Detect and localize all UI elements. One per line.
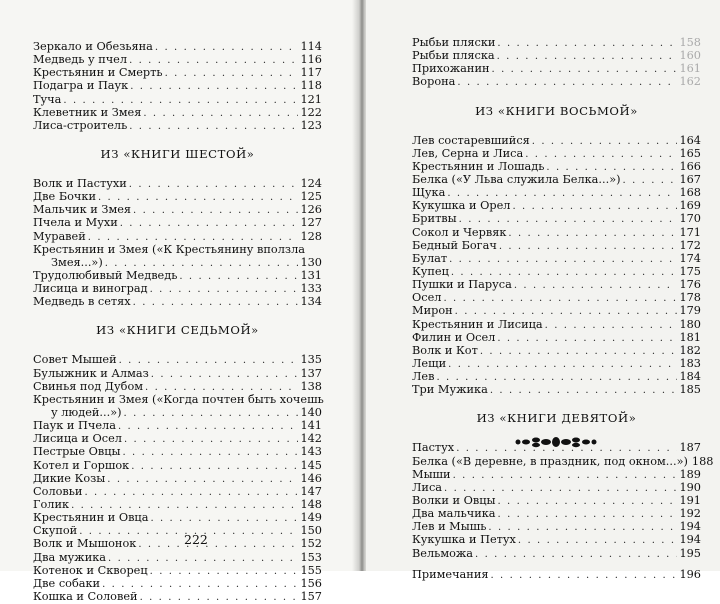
- entry-title: Мирон: [412, 304, 453, 318]
- entry-title: Скупой: [33, 524, 78, 538]
- entry-page: 185: [679, 383, 701, 397]
- leader-dots: [143, 107, 298, 120]
- toc-entry: [412, 212, 701, 225]
- entry-page: 174: [679, 251, 701, 265]
- toc-entry: [412, 468, 701, 481]
- toc-entry: [412, 520, 701, 533]
- leader-dots: [498, 508, 678, 521]
- page-number: 222: [184, 532, 208, 547]
- leader-dots: [545, 319, 678, 332]
- toc-entry: [412, 265, 701, 278]
- toc-entry: [33, 524, 322, 537]
- entry-title: Кошка и Соловей: [33, 589, 138, 603]
- leader-dots: [118, 420, 299, 433]
- entry-title: Примечания: [412, 567, 489, 581]
- entry-title: Ворона: [412, 75, 456, 89]
- leader-dots: [155, 41, 299, 54]
- toc-entry: [33, 551, 322, 564]
- entry-title: Пастух: [412, 441, 455, 455]
- entry-page: 155: [300, 563, 322, 577]
- toc-entry: [33, 282, 322, 295]
- entry-title: Крестьянин и Змея («Когда почтен быть хочешь: [33, 392, 324, 406]
- toc-entry: [412, 186, 701, 199]
- entry-title: Мыши: [412, 467, 451, 481]
- entry-page: 165: [679, 146, 701, 160]
- leader-dots: [133, 204, 298, 217]
- toc-entry: [33, 590, 322, 603]
- leader-dots: [120, 217, 299, 230]
- toc-entry: [412, 454, 714, 468]
- leader-dots: [124, 407, 299, 420]
- entry-page: 117: [300, 66, 322, 80]
- section-heading-book-6: ИЗ «КНИГИ ШЕСТОЙ»: [100, 146, 255, 161]
- toc-entry: [412, 494, 701, 507]
- toc-entry: [33, 79, 322, 92]
- toc-entry: [33, 216, 322, 229]
- leader-dots: [179, 270, 298, 283]
- toc-entry: [412, 36, 701, 49]
- left-top-entries: [33, 40, 322, 132]
- entry-title: Бритвы: [412, 212, 457, 226]
- ornament-icon: [512, 434, 600, 450]
- leader-dots: [138, 538, 298, 551]
- leader-dots: [480, 345, 678, 358]
- entry-title: Совет Мышей: [33, 353, 117, 367]
- entry-title: Кукушка и Петух: [412, 533, 516, 547]
- entry-title: Волк и Пастухи: [33, 176, 127, 190]
- entry-page: 143: [300, 445, 322, 459]
- leader-dots: [490, 384, 678, 397]
- toc-entry: [412, 507, 701, 520]
- book-6-entries: [33, 177, 322, 308]
- leader-dots: [123, 446, 299, 459]
- entry-title: Крестьянин и Овца: [33, 511, 149, 525]
- leader-dots: [475, 548, 677, 561]
- toc-entry: [33, 295, 322, 308]
- entry-page: 178: [679, 291, 701, 305]
- leader-dots: [151, 368, 299, 381]
- entry-page: 131: [300, 268, 322, 282]
- entry-title: Лисица и Осел: [33, 432, 122, 446]
- section-heading-book-7: ИЗ «КНИГИ СЕДЬМОЙ»: [96, 323, 259, 338]
- entry-title: Три Мужика: [412, 383, 488, 397]
- entry-page: 172: [679, 238, 701, 252]
- entry-page: 149: [300, 511, 322, 525]
- leader-dots: [518, 534, 678, 547]
- leader-dots: [129, 120, 298, 133]
- leader-dots: [512, 200, 677, 213]
- toc-entry: [33, 230, 322, 243]
- toc-entry-continuation: [33, 406, 322, 419]
- notes-entry: [412, 568, 701, 581]
- entry-title: Крестьянин и Змея («К Крестьянину вползла: [33, 242, 305, 256]
- leader-dots: [140, 591, 299, 604]
- entry-page: 114: [300, 40, 322, 53]
- entry-page: 168: [679, 186, 701, 200]
- toc-entry: [33, 269, 322, 282]
- entry-title: Лев, Серна и Лиса: [412, 146, 524, 160]
- toc-entry: [33, 66, 322, 79]
- entry-title: Котенок и Скворец: [33, 563, 148, 577]
- left-page: [0, 0, 358, 603]
- toc-entry: [412, 331, 701, 344]
- leader-dots: [497, 37, 677, 50]
- entry-page: 188: [691, 454, 714, 468]
- entry-page: 192: [679, 507, 701, 521]
- entry-page: 161: [679, 62, 701, 76]
- entry-page: 133: [300, 282, 322, 296]
- leader-dots: [448, 358, 677, 371]
- right-top-entries: [412, 36, 701, 89]
- leader-dots: [131, 460, 298, 473]
- entry-title: Соловьи: [33, 484, 83, 498]
- entry-title: Зеркало и Обезьяна: [33, 40, 153, 53]
- entry-page: 150: [300, 524, 322, 538]
- toc-entry: [33, 537, 322, 550]
- entry-title: Две Бочки: [33, 190, 96, 204]
- toc-entry: [412, 49, 701, 62]
- leader-dots: [499, 240, 678, 253]
- entry-page: 183: [679, 356, 701, 370]
- entry-title: Подагра и Паук: [33, 79, 129, 93]
- toc-entry: [412, 304, 701, 317]
- entry-title: Лисица и виноград: [33, 282, 148, 296]
- entry-page: 153: [300, 550, 322, 564]
- leader-dots: [508, 227, 677, 240]
- entry-title: Трудолюбивый Медведь: [33, 268, 178, 282]
- toc-entry: [33, 243, 322, 256]
- leader-dots: [488, 521, 677, 534]
- toc-entry: [412, 370, 701, 383]
- entry-page: 135: [300, 353, 322, 367]
- entry-title: Мальчик и Змея: [33, 203, 132, 217]
- right-page: [366, 0, 720, 581]
- toc-entry: [412, 62, 701, 75]
- entry-page: 158: [679, 36, 701, 49]
- toc-entry: [33, 472, 322, 485]
- entry-page: 184: [679, 370, 701, 384]
- leader-dots: [453, 469, 678, 482]
- entry-title: Белка («У Льва служила Белка...»): [412, 172, 621, 186]
- entry-title: Крестьянин и Лошадь: [412, 159, 545, 173]
- entry-page: 148: [300, 497, 322, 511]
- entry-title: Лиса: [412, 480, 443, 494]
- entry-page: 128: [300, 229, 322, 243]
- leader-dots: [457, 76, 677, 89]
- entry-title: Филин и Осел: [412, 330, 496, 344]
- entry-page: 170: [679, 212, 701, 226]
- entry-page: 182: [679, 343, 701, 357]
- entry-page: 126: [300, 203, 322, 217]
- entry-title: Щука: [412, 186, 446, 200]
- entry-title: Медведь у пчел: [33, 53, 128, 67]
- leader-dots: [107, 473, 298, 486]
- entry-title: Лев и Мышь: [412, 520, 487, 534]
- leader-dots: [525, 148, 677, 161]
- toc-entry: [33, 177, 322, 190]
- entry-page: 147: [300, 484, 322, 498]
- section-heading-book-9: ИЗ «КНИГИ ДЕВЯТОЙ»: [476, 411, 637, 426]
- entry-title: Две собаки: [33, 576, 101, 590]
- entry-page: 146: [300, 471, 322, 485]
- toc-entry: [412, 383, 701, 396]
- entry-page: 166: [679, 159, 701, 173]
- book-9-entries: [412, 441, 714, 560]
- toc-entry: [412, 291, 701, 304]
- entry-title: Дикие Козы: [33, 471, 106, 485]
- entry-page: 134: [300, 295, 322, 309]
- toc-entry: [33, 419, 322, 432]
- entry-page: 130: [300, 255, 322, 269]
- leader-dots: [129, 178, 299, 191]
- entry-page: 164: [679, 133, 701, 147]
- entry-page: 137: [300, 366, 322, 380]
- entry-title: Волки и Овцы: [412, 493, 496, 507]
- book-8-entries: [412, 134, 701, 397]
- toc-entry: [412, 481, 701, 494]
- entry-title: Купец: [412, 264, 449, 278]
- entry-page: 140: [300, 405, 322, 419]
- toc-entry: [412, 357, 701, 370]
- entry-title: Два мальчика: [412, 507, 496, 521]
- leader-dots: [497, 50, 678, 63]
- section-heading-book-8: ИЗ «КНИГИ ВОСЬМОЙ»: [475, 103, 638, 118]
- entry-title: Свинья под Дубом: [33, 379, 144, 393]
- toc-entry: [412, 147, 701, 160]
- entry-page: 191: [679, 493, 701, 507]
- leader-dots: [497, 332, 677, 345]
- toc-entry: [412, 173, 701, 186]
- toc-entry: [33, 459, 322, 472]
- entry-title: Лев состаревшийся: [412, 133, 530, 147]
- leader-dots: [150, 565, 299, 578]
- leader-dots: [623, 174, 678, 187]
- toc-entry: [412, 239, 701, 252]
- leader-dots: [492, 63, 678, 76]
- entry-title: Сокол и Червяк: [412, 225, 507, 239]
- right-toc-column: [412, 36, 714, 581]
- entry-title: Белка («В деревне, в праздник, под окном...»): [412, 454, 688, 468]
- entry-page: 175: [679, 264, 701, 278]
- entry-title-continuation: Змея...»): [51, 255, 103, 269]
- leader-dots: [133, 296, 299, 309]
- leader-dots: [497, 495, 677, 508]
- leader-dots: [130, 80, 298, 93]
- entry-title: Крестьянин и Лисица: [412, 317, 543, 331]
- leader-dots: [150, 512, 298, 525]
- leader-dots: [443, 292, 677, 305]
- entry-title: Прихожанин: [412, 62, 490, 76]
- entry-title: Лещи: [412, 356, 447, 370]
- entry-page: 171: [679, 225, 701, 239]
- entry-title: Два мужика: [33, 550, 107, 564]
- entry-page: 138: [300, 379, 322, 393]
- toc-entry: [412, 75, 701, 88]
- toc-entry: [33, 432, 322, 445]
- toc-entry: [33, 106, 322, 119]
- entry-page: 157: [300, 589, 322, 603]
- entry-page: 156: [300, 576, 322, 590]
- toc-entry: [412, 226, 701, 239]
- entry-page: 179: [679, 304, 701, 318]
- entry-page: 195: [679, 546, 701, 560]
- toc-entry: [412, 199, 701, 212]
- toc-entry: [33, 53, 322, 66]
- toc-entry: [33, 498, 322, 511]
- entry-title: Крестьянин и Смерть: [33, 66, 163, 80]
- entry-title: Медведь в сетях: [33, 295, 131, 309]
- toc-entry: [33, 393, 322, 406]
- toc-entry: [33, 564, 322, 577]
- entry-page: 190: [679, 480, 701, 494]
- entry-title: Пушки и Паруса: [412, 278, 512, 292]
- entry-page: 160: [679, 49, 701, 63]
- entry-title: Вельможа: [412, 546, 474, 560]
- entry-page: 122: [300, 105, 322, 119]
- entry-page: 189: [679, 467, 701, 481]
- toc-entry: [33, 380, 322, 393]
- entry-title: Туча: [33, 92, 62, 106]
- toc-entry: [412, 134, 701, 147]
- entry-title: Пчела и Мухи: [33, 216, 118, 230]
- entry-page: 145: [300, 458, 322, 472]
- entry-page: 116: [300, 53, 322, 67]
- entry-page: 169: [679, 199, 701, 213]
- toc-entry: [412, 318, 701, 331]
- toc-entry: [33, 40, 322, 53]
- entry-title: Муравей: [33, 229, 86, 243]
- entry-title: Булат: [412, 251, 448, 265]
- entry-title: Рыбьи пляска: [412, 49, 495, 63]
- toc-entry: [412, 344, 701, 357]
- entry-page: 176: [679, 278, 701, 292]
- entry-page: 121: [300, 92, 322, 106]
- entry-title: Волк и Мышонок: [33, 537, 137, 551]
- leader-dots: [449, 253, 677, 266]
- entry-title-continuation: у людей...»): [51, 405, 122, 419]
- toc-entry: [412, 160, 701, 173]
- toc-entry: [412, 547, 701, 560]
- toc-entry: [412, 278, 701, 291]
- entry-page: 142: [300, 432, 322, 446]
- toc-entry: [33, 119, 322, 132]
- entry-page: 124: [300, 176, 322, 190]
- entry-page: 127: [300, 216, 322, 230]
- entry-page: 194: [679, 520, 701, 534]
- entry-page: 196: [679, 567, 701, 581]
- entry-page: 125: [300, 190, 322, 204]
- leader-dots: [532, 135, 678, 148]
- entry-title: Осел: [412, 291, 442, 305]
- entry-page: 167: [679, 172, 701, 186]
- entry-title: Кукушка и Орел: [412, 199, 511, 213]
- book-7-entries: [33, 353, 322, 603]
- toc-entry: [33, 445, 322, 458]
- entry-title: Пестрые Овцы: [33, 445, 121, 459]
- entry-page: 181: [679, 330, 701, 344]
- toc-entry: [33, 353, 322, 366]
- toc-entry: [33, 485, 322, 498]
- entry-page: 194: [679, 533, 701, 547]
- entry-title: Клеветник и Змея: [33, 105, 142, 119]
- left-toc-column: [33, 40, 322, 603]
- entry-title: Бедный Богач: [412, 238, 497, 252]
- entry-title: Паук и Пчела: [33, 419, 116, 433]
- toc-entry: [33, 511, 322, 524]
- toc-entry: [33, 203, 322, 216]
- leader-dots: [150, 283, 299, 296]
- entry-page: 123: [300, 118, 322, 132]
- entry-title: Булыжник и Алмаз: [33, 366, 149, 380]
- leader-dots: [84, 486, 298, 499]
- entry-title: Котел и Горшок: [33, 458, 130, 472]
- leader-dots: [514, 279, 678, 292]
- toc-entry: [33, 577, 322, 590]
- entry-page: 180: [679, 317, 701, 331]
- entry-title: Волк и Кот: [412, 343, 478, 357]
- entry-title: Лев: [412, 370, 435, 384]
- toc-entry-continuation: [33, 256, 322, 269]
- toc-entry: [33, 367, 322, 380]
- toc-entry: [412, 533, 701, 546]
- entry-page: 141: [300, 419, 322, 433]
- entry-title: Рыбьи пляски: [412, 36, 496, 49]
- toc-entry: [33, 93, 322, 106]
- leader-dots: [124, 433, 298, 446]
- entry-page: 162: [679, 75, 701, 89]
- entry-page: 118: [300, 79, 322, 93]
- entry-page: 152: [300, 537, 322, 551]
- entry-page: 187: [679, 441, 701, 455]
- leader-dots: [165, 67, 299, 80]
- entry-title: Голик: [33, 497, 70, 511]
- toc-entry: [33, 190, 322, 203]
- toc-entry: [412, 252, 701, 265]
- entry-title: Лиса-строитель: [33, 118, 128, 132]
